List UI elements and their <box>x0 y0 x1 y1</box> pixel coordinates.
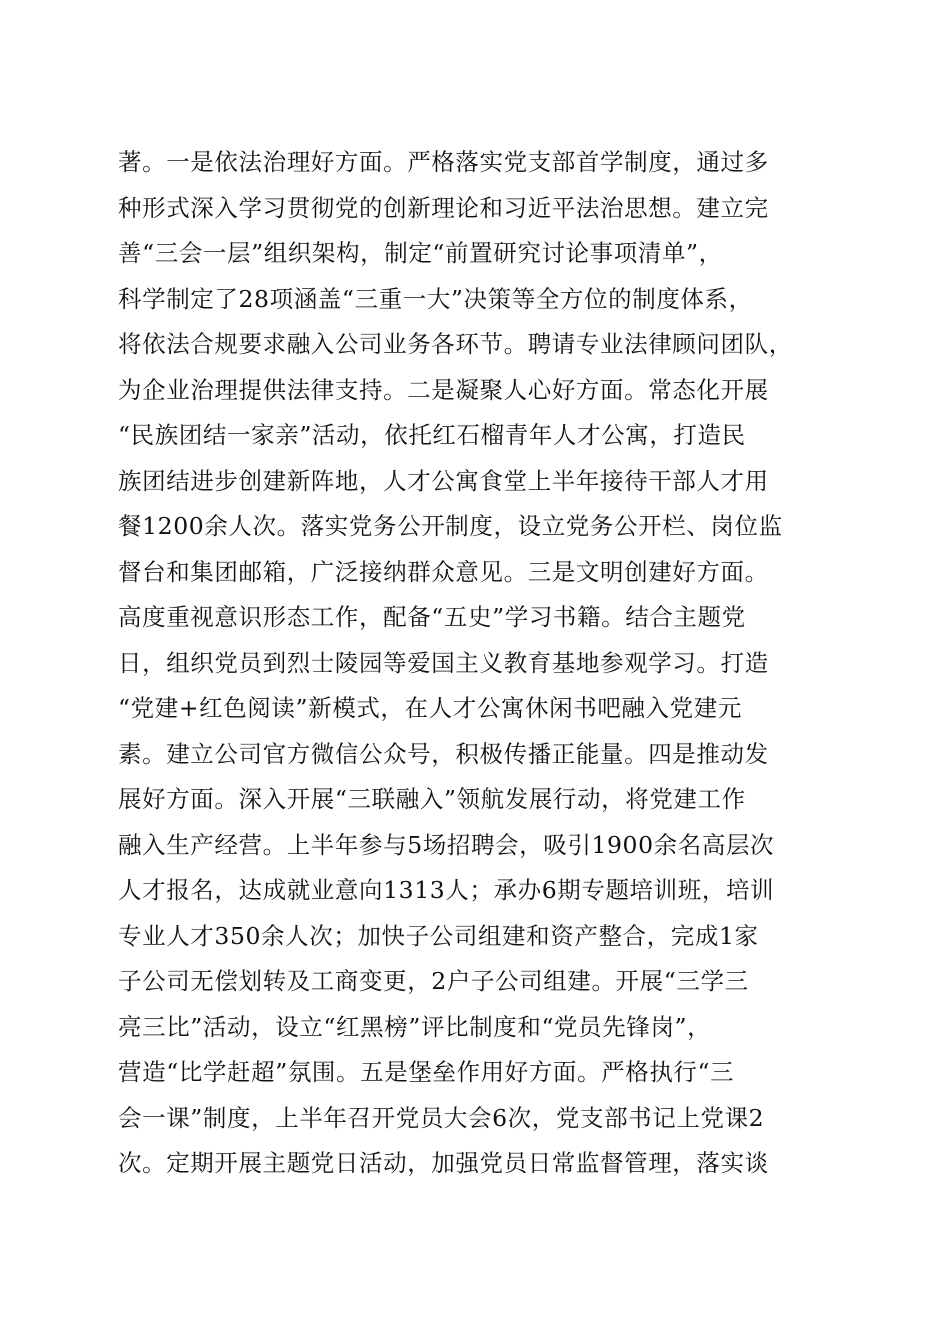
text-line: 将依法合规要求融入公司业务各环节。聘请专业法律顾问团队， <box>118 330 793 358</box>
text-line: 素。建立公司官方微信公众号，积极传播正能量。四是推动发 <box>118 739 769 768</box>
text-line: 会一课”制度，上半年召开党员大会6次，党支部书记上党课2 <box>118 1103 765 1132</box>
text-line: 子公司无偿划转及工商变更，2户子公司组建。开展“三学三 <box>118 967 749 995</box>
text-line: “民族团结一家亲”活动，依托红石榴青年人才公寓，打造民 <box>118 421 746 449</box>
text-line: 高度重视意识形态工作，配备“五史”学习书籍。结合主题党 <box>118 603 746 631</box>
text-line: 专业人才350余人次；加快子公司组建和资产整合，完成1家 <box>118 921 759 950</box>
text-line: 督台和集团邮箱，广泛接纳群众意见。三是文明创建好方面。 <box>118 557 769 586</box>
text-line: 种形式深入学习贯彻党的创新理论和习近平法治思想。建立完 <box>118 193 769 222</box>
text-line: 亮三比”活动，设立“红黑榜”评比制度和“党员先锋岗”， <box>118 1012 712 1041</box>
text-line: 善“三会一层”组织架构，制定“前置研究讨论事项清单”， <box>118 239 723 267</box>
text-line: 融入生产经营。上半年参与5场招聘会，吸引1900余名高层次 <box>118 830 775 859</box>
text-line: 著。一是依法治理好方面。严格落实党支部首学制度，通过多 <box>118 148 769 176</box>
body-text <box>118 140 838 1187</box>
text-line: 人才报名，达成就业意向1313人；承办6期专题培训班，培训 <box>118 876 775 904</box>
text-line: “党建+红色阅读”新模式，在人才公寓休闲书吧融入党建元 <box>118 694 742 722</box>
text-line: 族团结进步创建新阵地，人才公寓食堂上半年接待干部人才用 <box>118 466 769 495</box>
text-line: 次。定期开展主题党日活动，加强党员日常监督管理，落实谈 <box>118 1149 769 1177</box>
text-line: 科学制定了28项涵盖“三重一大”决策等全方位的制度体系， <box>118 284 753 313</box>
text-line: 日，组织党员到烈士陵园等爱国主义教育基地参观学习。打造 <box>118 648 769 677</box>
text-line: 展好方面。深入开展“三联融入”领航发展行动，将党建工作 <box>118 785 746 813</box>
text-line: 营造“比学赶超”氛围。五是堡垒作用好方面。严格执行“三 <box>118 1058 735 1086</box>
text-line: 餐1200余人次。落实党务公开制度，设立党务公开栏、岗位监 <box>118 512 783 540</box>
text-line: 为企业治理提供法律支持。二是凝聚人心好方面。常态化开展 <box>118 375 769 404</box>
